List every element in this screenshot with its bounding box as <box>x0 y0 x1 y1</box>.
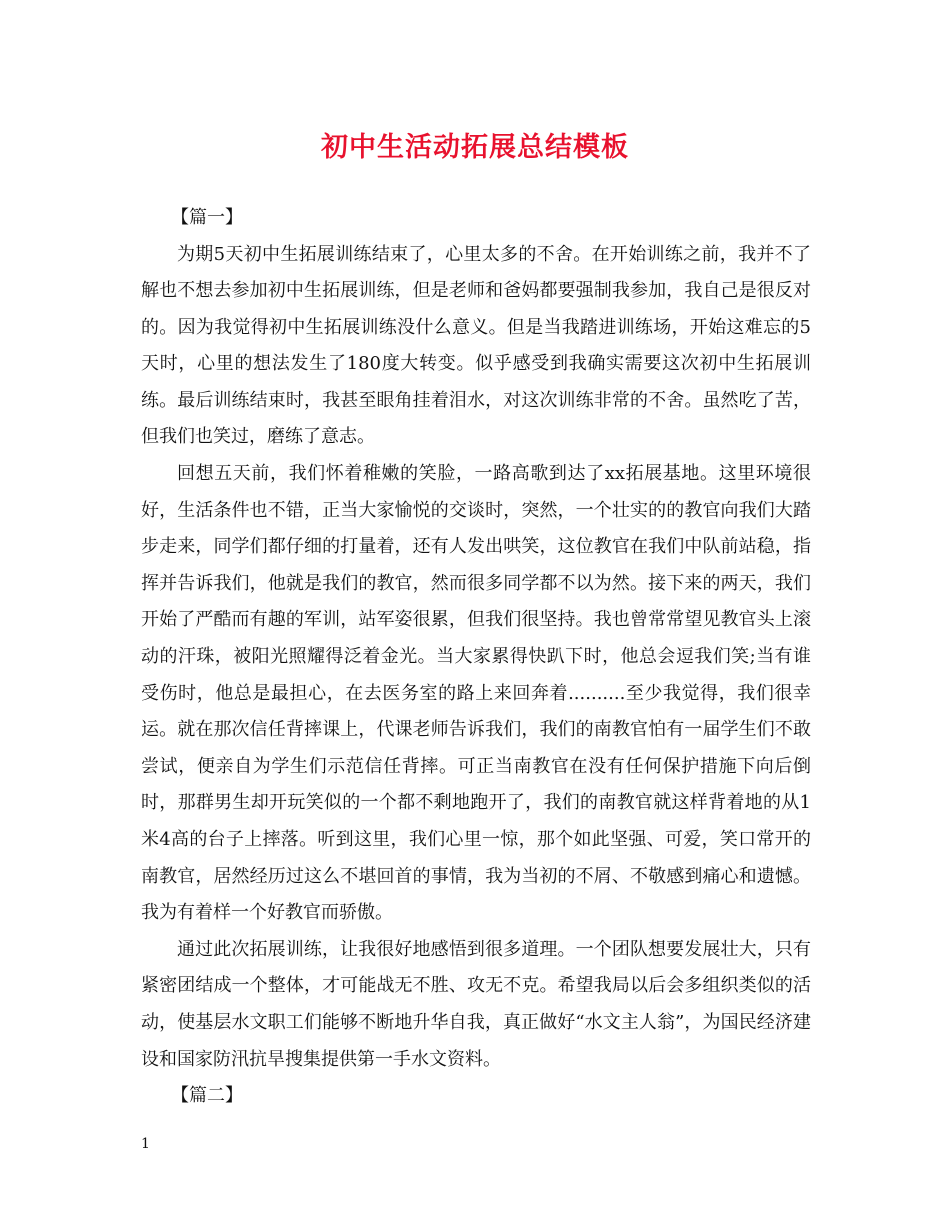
document-body <box>141 200 811 1115</box>
section-label-2: 【篇二】 <box>171 1085 243 1107</box>
page-number: 1 <box>141 1136 150 1152</box>
paragraph-1: 为期5天初中生拓展训练结束了，心里太多的不舍。在开始训练之前，我并不了解也不想去参加初中生拓展训练，但是老师和爸妈都要强制我参加，我自己是很反对的。因为我觉得初中生拓展训练没什么意义。但是当我踏进训练场，开始这难忘的5天时，心里的想法发生了180度大转变。似乎感受到我确实需要这次初中生拓展训练。最后训练结束时，我甚至眼角挂着泪水，对这次训练非常的不舍。虽然吃了苦，但我们也笑过，磨练了意志。 <box>141 243 811 448</box>
document-title: 初中生活动拓展总结模板 <box>321 132 629 163</box>
section-label-1: 【篇一】 <box>171 207 243 228</box>
paragraph-3: 通过此次拓展训练，让我很好地感悟到很多道理。一个团队想要发展壮大，只有紧密团结成一个整体，才可能战无不胜、攻无不克。希望我局以后会多组织类似的活动，使基层水文职工们能够不断地升华自我，真正做好“水文主人翁”，为国民经济建设和国家防汛抗旱搜集提供第一手水文资料。 <box>141 938 811 1070</box>
paragraph-2: 回想五天前，我们怀着稚嫩的笑脸，一路高歌到达了xx拓展基地。这里环境很好，生活条件也不错，正当大家愉悦的交谈时，突然，一个壮实的的教官向我们大踏步走来，同学们都仔细的打量着，还有人发出哄笑，这位教官在我们中队前站稳，指挥并告诉我们，他就是我们的教官，然而很多同学都不以为然。接下来的两天，我们开始了严酷而有趣的军训，站军姿很累，但我们很坚持。我也曾常常望见教官头上滚动的汗珠，被阳光照耀得泛着金光。当大家累得快趴下时，他总会逗我们笑;当有谁受伤时，他总是最担心，在去医务室的路上来回奔着..........至少我觉得，我们很幸运。就在那次信任背摔课上，代课老师告诉我们，我们的南教官怕有一届学生们不敢尝试，便亲自为学生们示范信任背摔。可正当南教官在没有任何保护措施下向后倒时，那群男生却开玩笑似的一个都不剩地跑开了，我们的南教官就这样背着地的从1米4高的台子上摔落。听到这里，我们心里一惊，那个如此坚强、可爱，笑口常开的南教官，居然经历过这么不堪回首的事情，我为当初的不屑、不敬感到痛心和遗憾。我为有着样一个好教官而骄傲。 <box>141 463 811 924</box>
